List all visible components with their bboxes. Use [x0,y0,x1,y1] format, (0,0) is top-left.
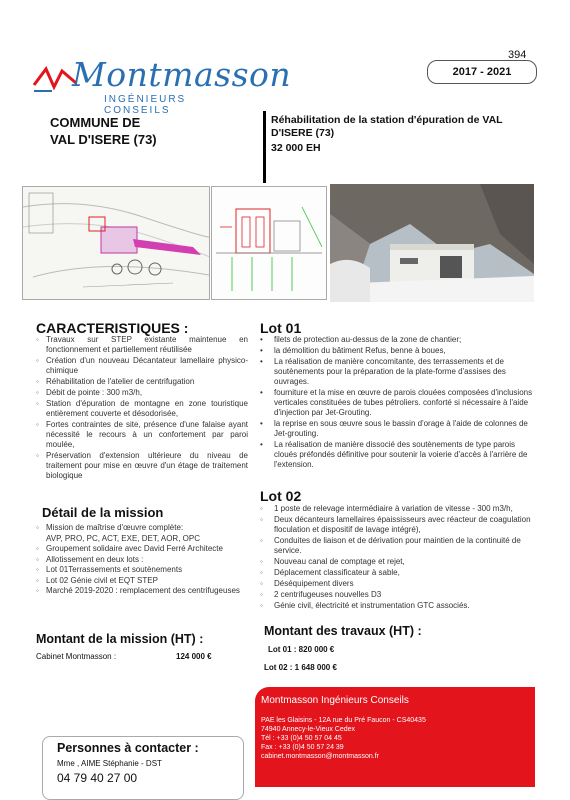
station-building-photo [330,184,534,302]
company-address2: 74940 Annecy-le-Vieux Cedex [261,726,356,733]
list-item: • La réalisation de manière concomitante, des terrassements et de soutènements pour la préparation de la plate-forme d'assises des ouvrages. [258,357,533,387]
list-item: ◦ Marché 2019-2020 : remplacement des centrifugeuses [36,586,256,597]
commune-block [50,114,157,148]
list-item: ◦ Groupement solidaire avec David Ferré Architecte [36,544,256,555]
list-item: ◦ Travaux sur STEP existante maintenue en fonctionnement et partiellement réutilisée [36,335,248,355]
lot01-list [258,335,533,471]
list-item: ◦ Lot 01Terrassements et soutènements [36,565,256,576]
list-item: AVP, PRO, PC, ACT, EXE, DET, AOR, OPC [46,533,200,543]
list-item: ◦ Lot 02 Génie civil et EQT STEP [36,576,256,587]
list-item: ◦ Allotissement en deux lots : [36,555,256,566]
list-item: • fourniture et la mise en œuvre de parois clouées composées d'inclusions verticales constituées de tubes pétroliers. conforté si nécessaire à l'aide d'injection par Jet-Grouting. [258,388,533,418]
cross-section-image [211,186,327,300]
list-item: ◦ Préservation d'extension ultérieure du niveau de traitement pour mise en œuvre d'un étage de traitement biologique [36,451,248,481]
page-number: 394 [508,49,527,61]
company-name: Montmasson Ingénieurs Conseils [261,695,409,706]
list-item: ◦ Déséquipement divers [258,579,533,589]
works-amount-lot01: Lot 01 : 820 000 € [268,645,335,654]
mission-title: Détail de la mission [42,505,164,520]
company-address1: PAE les Glaisins - 12A rue du Pré Faucon - CS40435 [261,717,426,724]
contacts-title: Personnes à contacter : [57,741,199,755]
mission-amount-value: 124 000 € [176,652,212,661]
list-item: ◦ Station d'épuration de montagne en zone touristique entièrement couverte et désodorisée, [36,399,248,419]
mission-amount-title: Montant de la mission (HT) : [36,632,204,646]
list-item: ◦ Fortes contraintes de site, présence d'une falaise ayant nécessité le recours à un confortement par paroi moulée, [36,420,248,450]
list-item: • La réalisation de manière dissocié des soutènements de type parois cloués préfondés définitive pour soutenir la voierie d'accès à l'arrière de l'extension. [258,440,533,470]
list-item: ◦ Deux décanteurs lamellaires épaississeurs avec réacteur de coagulation floculation et dispositif de lavage intégré), [258,515,533,535]
list-item: ◦ Déplacement classificateur à sable, [258,568,533,578]
mission-list [36,523,256,597]
contact-name: Mme , AIME Stéphanie - DST [57,759,162,768]
list-item: • la reprise en sous œuvre sous le bassin d'orage à l'aide de colonnes de Jet-grouting. [258,419,533,439]
logo-wordmark: Montmasson [72,55,292,94]
company-tel: Tél : +33 (0)4 50 57 04 45 [261,735,342,742]
characteristics-title: CARACTERISTIQUES : [36,320,189,336]
list-item: • la démolition du bâtiment Refus, benne à boues, [258,346,533,356]
company-email[interactable]: cabinet.montmasson@montmasson.fr [261,753,379,760]
company-info-box [255,687,535,787]
contact-phone: 04 79 40 27 00 [57,771,138,785]
commune-line1: COMMUNE DE [50,115,141,130]
commune-line2: VAL D'ISERE (73) [50,132,157,147]
project-header [271,114,526,155]
works-amount-title: Montant des travaux (HT) : [264,624,422,638]
lot01-title: Lot 01 [260,320,302,336]
site-plan-image [22,186,210,300]
list-item: ◦ Débit de pointe : 300 m3/h, [36,388,248,398]
list-item: ◦ 1 poste de relevage intermédiaire à variation de vitesse - 300 m3/h, [258,504,533,514]
list-item: ◦ 2 centrifugeuses nouvelles D3 [258,590,533,600]
list-item: ◦ Conduites de liaison et de dérivation pour maintien de la continuité de service. [258,536,533,556]
characteristics-list [36,335,248,482]
list-item: • filets de protection au-dessus de la zone de chantier; [258,335,533,345]
project-title: Réhabilitation de la station d'épuration de VAL D'ISERE (73) [271,114,503,139]
list-item: ◦ Création d'un nouveau Décantateur lamellaire physico-chimique [36,356,248,376]
mission-amount-label: Cabinet Montmasson : [36,652,117,661]
contact-box [42,736,244,800]
year-range-badge: 2017 - 2021 [427,60,537,84]
logo-tagline: INGÉNIEURS CONSEILS [104,94,187,116]
works-amount-lot02: Lot 02 : 1 648 000 € [264,663,337,672]
lot02-list [258,504,533,612]
company-fax: Fax : +33 (0)4 50 57 24 39 [261,744,344,751]
lot02-title: Lot 02 [260,488,302,504]
list-item: ◦ Génie civil, électricité et instrumentation GTC associés. [258,601,533,611]
list-item: ◦ Nouveau canal de comptage et rejet, [258,557,533,567]
company-logo [32,55,292,116]
project-capacity: 32 000 EH [271,142,321,154]
list-item: ◦ Mission de maîtrise d'œuvre complète: [36,523,256,534]
list-item: ◦ Réhabilitation de l'atelier de centrifugation [36,377,248,387]
divider-bar [263,111,266,183]
